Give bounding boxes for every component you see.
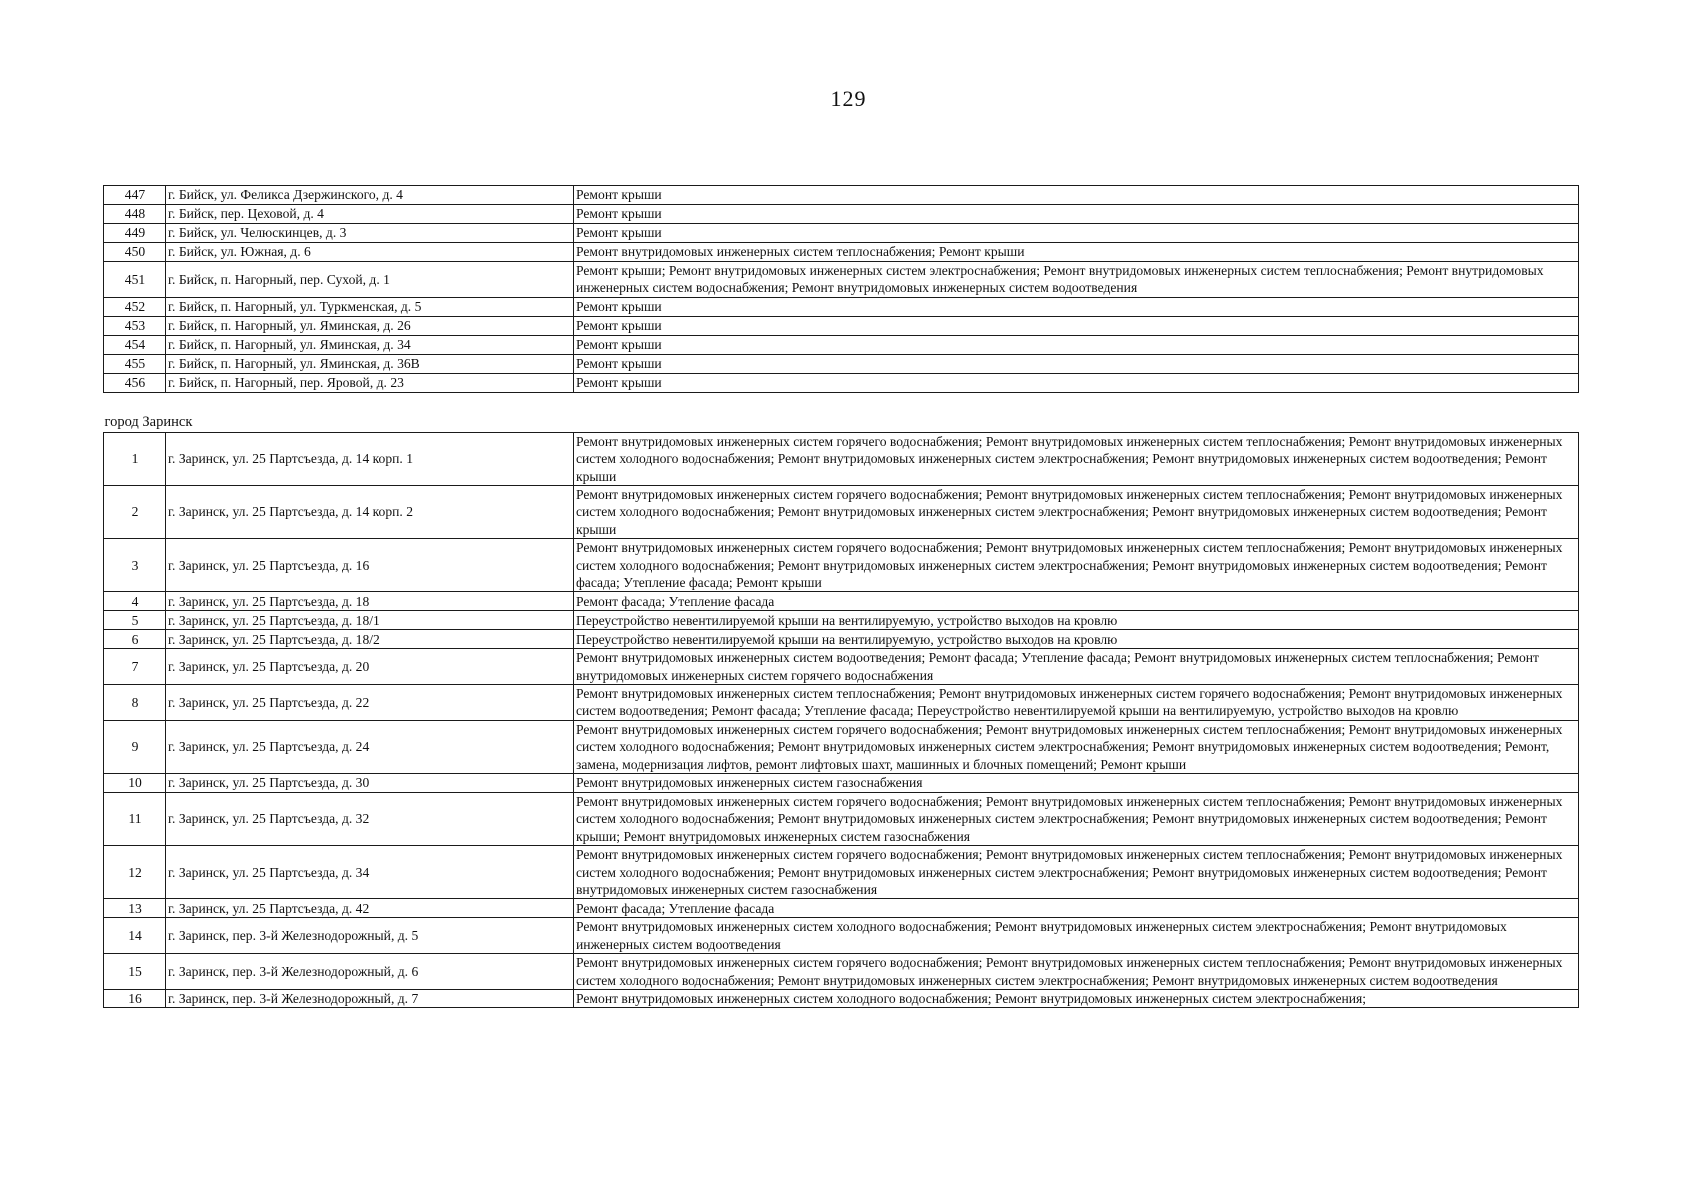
row-address: г. Бийск, ул. Южная, д. 6 [166,243,574,262]
table-body [104,186,1579,1008]
row-works: Ремонт крыши [574,205,1579,224]
row-address: г. Бийск, п. Нагорный, ул. Яминская, д. 36В [166,354,574,373]
table-row [104,485,1579,538]
row-number: 448 [104,205,166,224]
row-works: Ремонт внутридомовых инженерных систем холодного водоснабжения; Ремонт внутридомовых инженерных систем электроснабжения; [574,989,1579,1007]
row-address: г. Заринск, ул. 25 Партсъезда, д. 32 [166,793,574,846]
row-number: 7 [104,649,166,685]
row-number: 454 [104,335,166,354]
table-row [104,899,1579,918]
row-address: г. Заринск, пер. 3-й Железнодорожный, д. 5 [166,918,574,954]
row-number: 447 [104,186,166,205]
row-works: Ремонт крыши [574,224,1579,243]
row-address: г. Заринск, ул. 25 Партсъезда, д. 24 [166,720,574,773]
row-address: г. Заринск, пер. 3-й Железнодорожный, д. 6 [166,954,574,990]
table-row [104,649,1579,685]
row-address: г. Бийск, п. Нагорный, ул. Яминская, д. 26 [166,316,574,335]
table-row [104,918,1579,954]
row-number: 11 [104,793,166,846]
table-row [104,774,1579,793]
row-works: Ремонт внутридомовых инженерных систем горячего водоснабжения; Ремонт внутридомовых инженерных систем теплоснабжения; Ремонт внутридомовых инженерных систем холодного водоснабжения; Ремонт внутридомовых инженерных систем электроснабжения; Ремонт внутридомовых инженерных систем водоотведения; Ремонт фасада; Утепление фасада; Ремонт крыши [574,539,1579,592]
row-number: 449 [104,224,166,243]
table-row [104,354,1579,373]
section-heading-row [104,392,1579,432]
row-number: 3 [104,539,166,592]
row-number: 452 [104,297,166,316]
row-address: г. Заринск, пер. 3-й Железнодорожный, д. 7 [166,989,574,1007]
table-row [104,373,1579,392]
row-number: 451 [104,262,166,298]
table-row [104,630,1579,649]
row-number: 456 [104,373,166,392]
row-number: 6 [104,630,166,649]
table-row [104,205,1579,224]
row-address: г. Бийск, ул. Челюскинцев, д. 3 [166,224,574,243]
table-row [104,793,1579,846]
row-works: Ремонт внутридомовых инженерных систем холодного водоснабжения; Ремонт внутридомовых инженерных систем электроснабжения; Ремонт внутридомовых инженерных систем водоотведения [574,918,1579,954]
row-address: г. Заринск, ул. 25 Партсъезда, д. 18/2 [166,630,574,649]
row-number: 455 [104,354,166,373]
row-works: Ремонт внутридомовых инженерных систем горячего водоснабжения; Ремонт внутридомовых инженерных систем теплоснабжения; Ремонт внутридомовых инженерных систем холодного водоснабжения; Ремонт внутридомовых инженерных систем электроснабжения; Ремонт внутридомовых инженерных систем водоотведения; Ремонт крыши [574,432,1579,485]
row-number: 13 [104,899,166,918]
table-row [104,432,1579,485]
table-row [104,335,1579,354]
table-row [104,316,1579,335]
housing-repair-table [103,185,1579,1008]
table-row [104,720,1579,773]
row-works: Ремонт крыши; Ремонт внутридомовых инженерных систем электроснабжения; Ремонт внутридомовых инженерных систем теплоснабжения; Ремонт внутридомовых инженерных систем водоснабжения; Ремонт внутридомовых инженерных систем водоотведения [574,262,1579,298]
row-works: Ремонт крыши [574,354,1579,373]
row-address: г. Бийск, п. Нагорный, ул. Яминская, д. 34 [166,335,574,354]
row-works: Ремонт внутридомовых инженерных систем горячего водоснабжения; Ремонт внутридомовых инженерных систем теплоснабжения; Ремонт внутридомовых инженерных систем холодного водоснабжения; Ремонт внутридомовых инженерных систем электроснабжения; Ремонт внутридомовых инженерных систем водоотведения; Ремонт крыши [574,485,1579,538]
table-row [104,186,1579,205]
row-works: Ремонт внутридомовых инженерных систем теплоснабжения; Ремонт крыши [574,243,1579,262]
row-address: г. Заринск, ул. 25 Партсъезда, д. 30 [166,774,574,793]
row-address: г. Бийск, п. Нагорный, пер. Сухой, д. 1 [166,262,574,298]
row-works: Ремонт фасада; Утепление фасада [574,592,1579,611]
table-row [104,954,1579,990]
row-works: Ремонт внутридомовых инженерных систем горячего водоснабжения; Ремонт внутридомовых инженерных систем теплоснабжения; Ремонт внутридомовых инженерных систем холодного водоснабжения; Ремонт внутридомовых инженерных систем электроснабжения; Ремонт внутридомовых инженерных систем водоотведения; Ремонт крыши; Ремонт внутридомовых инженерных систем газоснабжения [574,793,1579,846]
row-number: 15 [104,954,166,990]
row-works: Ремонт крыши [574,335,1579,354]
row-works: Переустройство невентилируемой крыши на вентилируемую, устройство выходов на кровлю [574,611,1579,630]
row-number: 16 [104,989,166,1007]
row-address: г. Заринск, ул. 25 Партсъезда, д. 20 [166,649,574,685]
table-row [104,297,1579,316]
row-works: Ремонт внутридомовых инженерных систем горячего водоснабжения; Ремонт внутридомовых инженерных систем теплоснабжения; Ремонт внутридомовых инженерных систем холодного водоснабжения; Ремонт внутридомовых инженерных систем электроснабжения; Ремонт внутридомовых инженерных систем водоотведения [574,954,1579,990]
row-number: 14 [104,918,166,954]
row-address: г. Бийск, пер. Цеховой, д. 4 [166,205,574,224]
row-works: Ремонт внутридомовых инженерных систем горячего водоснабжения; Ремонт внутридомовых инженерных систем теплоснабжения; Ремонт внутридомовых инженерных систем холодного водоснабжения; Ремонт внутридомовых инженерных систем электроснабжения; Ремонт внутридомовых инженерных систем водоотведения; Ремонт, замена, модернизация лифтов, ремонт лифтовых шахт, машинных и блочных помещений; Ремонт крыши [574,720,1579,773]
row-works: Ремонт фасада; Утепление фасада [574,899,1579,918]
row-address: г. Заринск, ул. 25 Партсъезда, д. 22 [166,685,574,721]
row-number: 8 [104,685,166,721]
row-works: Ремонт внутридомовых инженерных систем газоснабжения [574,774,1579,793]
table-row [104,262,1579,298]
row-address: г. Заринск, ул. 25 Партсъезда, д. 18/1 [166,611,574,630]
row-address: г. Заринск, ул. 25 Партсъезда, д. 34 [166,846,574,899]
table-row [104,989,1579,1007]
row-number: 450 [104,243,166,262]
row-works: Ремонт крыши [574,373,1579,392]
table-row [104,224,1579,243]
row-works: Ремонт внутридомовых инженерных систем теплоснабжения; Ремонт внутридомовых инженерных систем горячего водоснабжения; Ремонт внутридомовых инженерных систем водоотведения; Ремонт фасада; Утепление фасада; Переустройство невентилируемой крыши на вентилируемую, устройство выходов на кровлю [574,685,1579,721]
row-works: Ремонт внутридомовых инженерных систем водоотведения; Ремонт фасада; Утепление фасада; Ремонт внутридомовых инженерных систем теплоснабжения; Ремонт внутридомовых инженерных систем горячего водоснабжения [574,649,1579,685]
row-number: 453 [104,316,166,335]
table-row [104,592,1579,611]
row-address: г. Заринск, ул. 25 Партсъезда, д. 42 [166,899,574,918]
row-address: г. Заринск, ул. 25 Партсъезда, д. 16 [166,539,574,592]
table-row [104,539,1579,592]
table-row [104,685,1579,721]
row-works: Ремонт крыши [574,297,1579,316]
row-number: 4 [104,592,166,611]
row-address: г. Заринск, ул. 25 Партсъезда, д. 14 корп. 2 [166,485,574,538]
table-row [104,243,1579,262]
row-address: г. Заринск, ул. 25 Партсъезда, д. 18 [166,592,574,611]
row-number: 5 [104,611,166,630]
row-works: Ремонт крыши [574,316,1579,335]
row-number: 1 [104,432,166,485]
row-number: 2 [104,485,166,538]
row-address: г. Бийск, ул. Феликса Дзержинского, д. 4 [166,186,574,205]
row-number: 9 [104,720,166,773]
row-address: г. Бийск, п. Нагорный, ул. Туркменская, д. 5 [166,297,574,316]
page-number: 129 [830,86,867,111]
table-row [104,611,1579,630]
row-works: Переустройство невентилируемой крыши на вентилируемую, устройство выходов на кровлю [574,630,1579,649]
row-number: 10 [104,774,166,793]
row-works: Ремонт внутридомовых инженерных систем горячего водоснабжения; Ремонт внутридомовых инженерных систем теплоснабжения; Ремонт внутридомовых инженерных систем холодного водоснабжения; Ремонт внутридомовых инженерных систем электроснабжения; Ремонт внутридомовых инженерных систем водоотведения; Ремонт внутридомовых инженерных систем газоснабжения [574,846,1579,899]
section-title: город Заринск [104,392,1579,432]
row-address: г. Заринск, ул. 25 Партсъезда, д. 14 корп. 1 [166,432,574,485]
row-address: г. Бийск, п. Нагорный, пер. Яровой, д. 23 [166,373,574,392]
row-number: 12 [104,846,166,899]
table-row [104,846,1579,899]
row-works: Ремонт крыши [574,186,1579,205]
